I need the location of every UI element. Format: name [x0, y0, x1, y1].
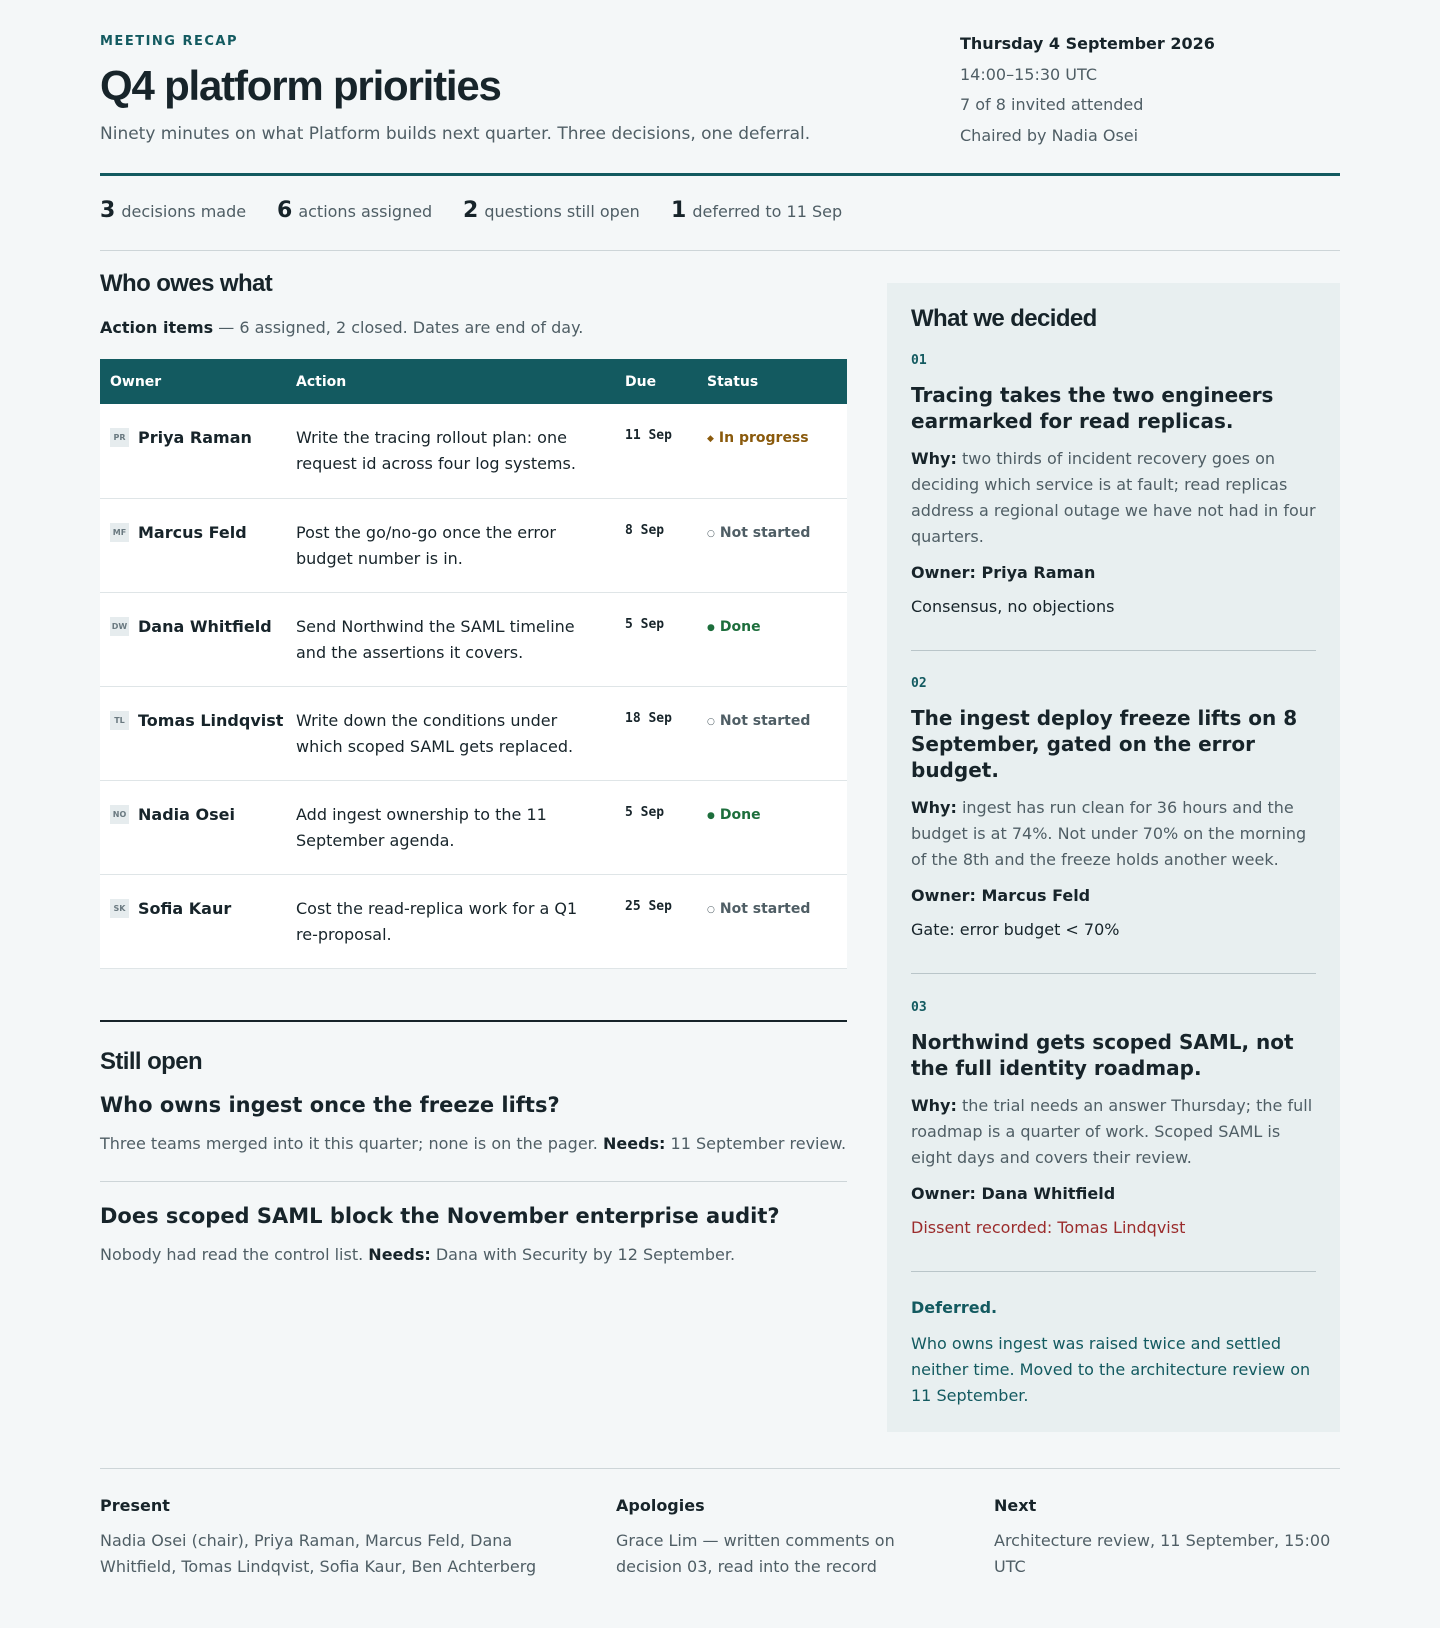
open-questions-heading: Still open	[100, 1048, 203, 1075]
decision-owner: Owner: Marcus Feld	[911, 886, 1091, 905]
apologies-text: Grace Lim — written comments on decision 03, read into the record	[616, 1531, 895, 1576]
question-needs: 11 September review.	[670, 1134, 847, 1153]
avatar: MF	[110, 523, 129, 542]
decision-title: Tracing takes the two engineers earmarked for read replicas.	[911, 383, 1274, 433]
stat-label: decisions made	[121, 202, 247, 221]
action-text: Write down the conditions under which scoped SAML gets replaced.	[296, 710, 574, 756]
footer-present	[100, 1496, 570, 1580]
decision-note: Consensus, no objections	[911, 597, 1115, 616]
page-subtitle: Ninety minutes on what Platform builds next quarter. Three decisions, one deferral.	[100, 124, 811, 144]
stat-decisions	[100, 198, 246, 223]
due-date: 5 Sep	[625, 616, 665, 632]
owner-name: Sofia Kaur	[138, 898, 232, 918]
due-date: 5 Sep	[625, 804, 665, 820]
question-divider	[100, 1181, 847, 1182]
decision-why	[911, 1093, 1316, 1171]
decision-owner: Owner: Priya Raman	[911, 563, 1096, 582]
footer-apologies	[616, 1496, 946, 1580]
owner-name: Priya Raman	[138, 428, 252, 447]
meeting-attendance: 7 of 8 invited attended	[960, 95, 1144, 114]
question-body	[100, 1243, 847, 1267]
stat-actions	[277, 198, 432, 223]
why-label: Why:	[911, 449, 957, 468]
actions-intro-text: — 6 assigned, 2 closed. Dates are end of day.	[213, 318, 584, 337]
decision-divider	[911, 650, 1316, 651]
column-header-status: Status	[707, 373, 759, 390]
status-badge	[697, 404, 847, 498]
footer-next	[994, 1496, 1340, 1580]
section-divider	[100, 1020, 847, 1022]
decision-item	[911, 676, 1316, 940]
actions-column	[100, 270, 847, 1264]
stat-open-questions	[463, 198, 640, 223]
question-needs: Dana with Security by 12 September.	[435, 1245, 736, 1264]
status-text: Not started	[719, 712, 811, 729]
avatar: NO	[110, 805, 129, 824]
decision-why	[911, 795, 1316, 873]
why-label: Why:	[911, 1096, 957, 1115]
present-heading: Present	[100, 1496, 170, 1515]
not-started-icon: ○	[707, 716, 715, 727]
summary-stats	[100, 176, 1340, 251]
avatar: TL	[110, 711, 129, 730]
due-date: 25 Sep	[625, 898, 672, 914]
stat-label: questions still open	[484, 202, 640, 221]
table-header-row	[100, 359, 847, 404]
meeting-time: 14:00–15:30 UTC	[960, 64, 1098, 84]
stat-deferred	[671, 198, 842, 223]
in-progress-icon: ◆	[707, 434, 714, 444]
avatar: DW	[110, 617, 129, 636]
decision-item	[911, 1000, 1316, 1238]
deferred-body: Who owns ingest was raised twice and settled neither time. Moved to the architecture review on 11 September.	[911, 1334, 1311, 1405]
actions-intro	[100, 318, 847, 337]
due-date: 18 Sep	[625, 710, 672, 726]
owner-name: Tomas Lindqvist	[138, 710, 284, 730]
next-heading: Next	[994, 1496, 1037, 1515]
action-text: Send Northwind the SAML timeline and the assertions it covers.	[296, 616, 575, 662]
actions-heading: Who owes what	[100, 270, 273, 297]
due-date: 8 Sep	[625, 522, 665, 538]
owner-name: Marcus Feld	[138, 522, 247, 542]
table-row	[100, 592, 847, 686]
not-started-icon: ○	[707, 528, 715, 539]
table-row	[100, 404, 847, 498]
column-header-action: Action	[296, 373, 347, 390]
page-header	[100, 0, 1340, 176]
question-title: Does scoped SAML block the November enterprise audit?	[100, 1204, 780, 1228]
meeting-meta	[960, 34, 1340, 146]
column-header-owner: Owner	[110, 373, 162, 390]
decision-title: Northwind gets scoped SAML, not the full identity roadmap.	[911, 1030, 1294, 1080]
decision-note: Gate: error budget < 70%	[911, 920, 1120, 939]
meeting-chair: Chaired by Nadia Osei	[960, 125, 1139, 145]
stat-number: 1	[671, 198, 687, 223]
open-question	[100, 1204, 847, 1267]
actions-intro-label: Action items	[100, 318, 214, 337]
action-text: Post the go/no-go once the error budget number is in.	[296, 522, 557, 568]
stat-number: 3	[100, 198, 116, 223]
owner-name: Nadia Osei	[138, 804, 235, 824]
status-badge	[697, 874, 847, 968]
status-text: Not started	[719, 900, 811, 917]
question-title: Who owns ingest once the freeze lifts?	[100, 1093, 560, 1117]
due-date: 11 Sep	[625, 428, 672, 443]
status-text: In progress	[718, 430, 809, 446]
status-badge	[697, 780, 847, 874]
avatar: SK	[110, 899, 129, 918]
table-row	[100, 780, 847, 874]
decision-number: 02	[911, 676, 927, 691]
action-text: Write the tracing rollout plan: one request id across four log systems.	[296, 428, 576, 473]
decision-why	[911, 446, 1316, 550]
action-items-table	[100, 359, 847, 969]
owner-name: Dana Whitfield	[138, 616, 272, 636]
done-icon: ●	[707, 622, 715, 633]
why-text: ingest has run clean for 36 hours and the budget is at 74%. Not under 70% on the morning of the 8th and the freeze holds another week.	[911, 798, 1307, 869]
deferred-note	[911, 1298, 1316, 1409]
table-row	[100, 686, 847, 780]
page-title: Q4 platform priorities	[100, 62, 501, 109]
open-question	[100, 1093, 847, 1156]
not-started-icon: ○	[707, 904, 715, 915]
stat-number: 6	[277, 198, 293, 223]
stat-label: deferred to 11 Sep	[692, 202, 843, 221]
table-row	[100, 498, 847, 592]
action-text: Cost the read-replica work for a Q1 re-proposal.	[296, 898, 578, 944]
status-text: Done	[719, 618, 761, 635]
dissent-note: Dissent recorded: Tomas Lindqvist	[911, 1218, 1186, 1237]
status-text: Not started	[719, 524, 811, 541]
decision-item	[911, 353, 1316, 617]
status-badge	[697, 686, 847, 780]
question-text: Three teams merged into it this quarter; none is on the pager.	[100, 1134, 598, 1153]
decision-divider	[911, 1271, 1316, 1272]
decision-number: 03	[911, 1000, 927, 1015]
decision-title: The ingest deploy freeze lifts on 8 September, gated on the error budget.	[911, 706, 1298, 782]
decisions-panel	[887, 283, 1340, 1432]
present-list: Nadia Osei (chair), Priya Raman, Marcus Feld, Dana Whitfield, Tomas Lindqvist, Sofia Kaur, Ben Achterberg	[100, 1531, 537, 1576]
table-row	[100, 874, 847, 968]
footer-divider	[100, 1468, 1340, 1469]
action-text: Add ingest ownership to the 11 September agenda.	[296, 804, 547, 850]
done-icon: ●	[707, 810, 715, 821]
column-header-due: Due	[625, 373, 657, 390]
status-text: Done	[719, 806, 761, 823]
question-body	[100, 1132, 847, 1156]
why-text: two thirds of incident recovery goes on deciding which service is at fault; read replicas address a regional outage we have not had in four quarters.	[911, 449, 1316, 546]
status-badge	[697, 592, 847, 686]
decision-number: 01	[911, 353, 927, 368]
next-text: Architecture review, 11 September, 15:00 UTC	[994, 1531, 1331, 1576]
status-badge	[697, 498, 847, 592]
decision-divider	[911, 973, 1316, 974]
apologies-heading: Apologies	[616, 1496, 705, 1515]
decisions-heading: What we decided	[911, 305, 1097, 332]
question-text: Nobody had read the control list.	[100, 1245, 364, 1264]
why-text: the trial needs an answer Thursday; the full roadmap is a quarter of work. Scoped SAML is eight days and covers their review.	[911, 1096, 1313, 1167]
why-label: Why:	[911, 798, 957, 817]
decision-owner: Owner: Dana Whitfield	[911, 1184, 1116, 1203]
needs-label: Needs:	[602, 1134, 666, 1153]
needs-label: Needs:	[368, 1245, 431, 1264]
meeting-date: Thursday 4 September 2026	[960, 34, 1215, 53]
deferred-heading: Deferred.	[911, 1298, 998, 1317]
eyebrow-label: MEETING RECAP	[100, 34, 238, 49]
stat-number: 2	[463, 198, 479, 223]
stat-label: actions assigned	[298, 202, 433, 221]
avatar: PR	[110, 428, 129, 447]
